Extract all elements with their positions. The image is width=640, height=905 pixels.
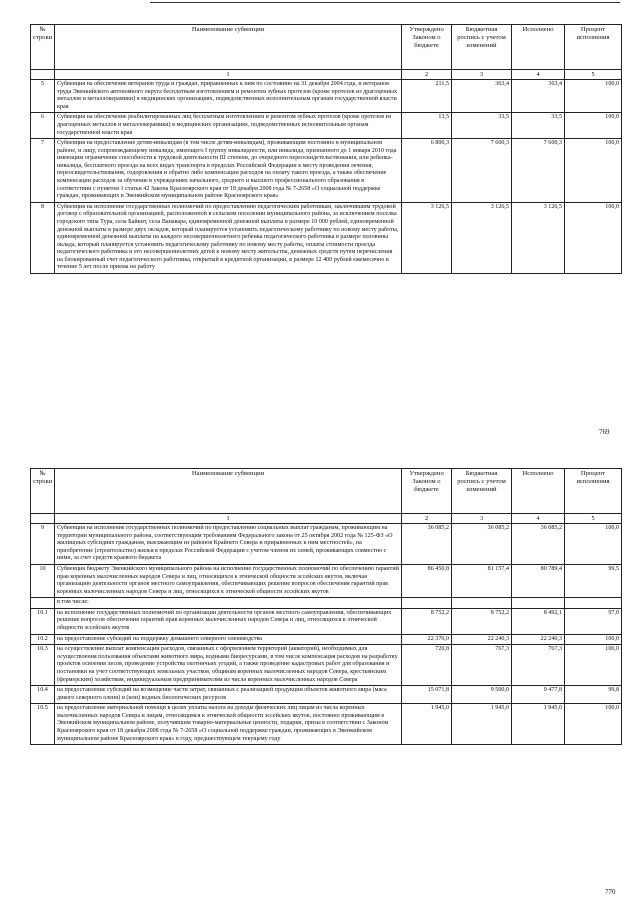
colnum-5: 5 xyxy=(565,514,622,524)
header-budget-schedule: Бюджетная роспись с учетом изменений xyxy=(452,469,512,514)
executed-value: 8 492,1 xyxy=(512,608,565,634)
subvention-name: на предоставление материальной помощи в целях уплаты налога на доходы физических лиц лицам из числа коренных малочисленных народов Севера и лицам, относящимся к этнической общности эссейских якутов, постоянно проживающим в Эвенкийском муниципальном районе, получившим товарно-материальные ценности, подарки, призы в соответствии с Законом Красноярского края от 18 декабря 2008 года № 7-2658 «О социальной поддержке граждан, проживающих в Эвенкийском муниципальном районе Красноярского края» в году, предшествующем текущему году xyxy=(55,704,402,745)
approved-value: 13,5 xyxy=(402,113,452,139)
budget-value: 22 240,3 xyxy=(452,634,512,645)
subvention-name: Субвенция на исполнение государственных полномочий по предоставлению педагогическим работникам, заключившим трудовой договор с образовательной организацией, расположенной в сельском поселении муниципального района, за исключением поселка городского типа Тура, села Байкит, села Ванавара, единовременной денежной выплаты в размере 10 000 рублей, единовременной денежной выплаты в размере двух окладов, который планируется установить педагогическому работнику по новому месту работы, единовременной денежной выплаты на каждого несовершеннолетнего ребенка педагогического работника в размере половины оклада, который планируется установить педагогическому работнику по новому месту работы, оплаты стоимости проезда педагогического работника и его несовершеннолетних детей к новому месту жительства, денежных средств путем перечисления на блокированный счет педагогического работника, открытый в кредитной организации, в размере 12 400 рублей ежемесячно в течение 5 лет после приема на работу xyxy=(55,202,402,273)
colnum-3: 3 xyxy=(452,514,512,524)
header-subvention-name: Наименование субвенции xyxy=(55,25,402,70)
subvention-name: в том числе: xyxy=(55,598,402,609)
subvention-name: Субвенция на обеспечение реабилитированных лиц бесплатным изготовлением и ремонтом зубных протезов (кроме протезов из драгоценных металлов и металлокерамики) в медицинских организациях, подведомственных исполнительным органам государственной власти края xyxy=(55,113,402,139)
table-row xyxy=(31,634,622,645)
budget-value: 7 600,3 xyxy=(452,139,512,203)
budget-value: 1 945,0 xyxy=(452,704,512,745)
table-row xyxy=(31,645,622,686)
table-row xyxy=(31,686,622,704)
subvention-table-page-769 xyxy=(30,24,622,274)
header-approved: Утверждено Законом о бюджете xyxy=(402,25,452,70)
percent-value: 100,0 xyxy=(565,645,622,686)
colnum-1: 1 xyxy=(55,70,402,80)
percent-value: 99,8 xyxy=(565,686,622,704)
table-row xyxy=(31,202,622,273)
executed-value: 80 789,4 xyxy=(512,565,565,598)
header-row-number: № строки xyxy=(31,469,55,514)
subvention-name: на предоставление субсидий на поддержку домашнего северного оленеводства xyxy=(55,634,402,645)
approved-value: 36 085,2 xyxy=(402,524,452,565)
row-number: 7 xyxy=(31,139,55,203)
budget-value: 8 752,2 xyxy=(452,608,512,634)
header-budget-schedule: Бюджетная роспись с учетом изменений xyxy=(452,25,512,70)
percent-value: 100,0 xyxy=(565,139,622,203)
header-executed: Исполнено xyxy=(512,469,565,514)
executed-value: 22 240,3 xyxy=(512,634,565,645)
budget-value: 36 085,2 xyxy=(452,524,512,565)
row-number: 5 xyxy=(31,80,55,113)
approved-value: 22 376,0 xyxy=(402,634,452,645)
table-row xyxy=(31,565,622,598)
row-number: 10.2 xyxy=(31,634,55,645)
page-number: 770 xyxy=(605,888,616,896)
approved-value: 15 071,8 xyxy=(402,686,452,704)
colnum-1: 1 xyxy=(55,514,402,524)
budget-value: 767,3 xyxy=(452,645,512,686)
row-number: 9 xyxy=(31,524,55,565)
executed-value: 363,4 xyxy=(512,80,565,113)
percent-value: 100,0 xyxy=(565,634,622,645)
percent-value: 100,0 xyxy=(565,524,622,565)
subvention-name: Субвенция на исполнение государственных полномочий по предоставлению социальных выплат гражданам, проживающим на территории муниципального района, соответствующим требованиям Федерального закона от 25 октября 2002 года № 125-ФЗ «О жилищных субсидиях гражданам, выезжающим из районов Крайнего Севера и приравненных к ним местностей», на приобретение (строительство) жилья в пределах Российской Федерации с учетом членов их семей, проживающих совместно с ними, за счет средств краевого бюджета xyxy=(55,524,402,565)
budget-value: 9 500,0 xyxy=(452,686,512,704)
approved-value: 86 450,8 xyxy=(402,565,452,598)
executed-value: 3 126,5 xyxy=(512,202,565,273)
row-number: 6 xyxy=(31,113,55,139)
colnum-blank xyxy=(31,70,55,80)
percent-value: 100,0 xyxy=(565,113,622,139)
row-number: 10.4 xyxy=(31,686,55,704)
row-number: 10.3 xyxy=(31,645,55,686)
percent-value: 100,0 xyxy=(565,80,622,113)
subvention-name: на исполнение государственных полномочий по организации деятельности органов местного самоуправления, обеспечивающих решение вопросов обеспечения гарантий прав коренных малочисленных народов Севера и лиц, относящихся к этнической общности эссейских якутов xyxy=(55,608,402,634)
approved-value: 211,5 xyxy=(402,80,452,113)
executed-value: 1 945,0 xyxy=(512,704,565,745)
budget-value: 81 157,4 xyxy=(452,565,512,598)
row-number: 8 xyxy=(31,202,55,273)
executed-value: 7 600,3 xyxy=(512,139,565,203)
subvention-name: на осуществление выплат компенсации расходов, связанных с оформлением территорий (акваторий), необходимых для осуществления пользования объектами животного мира, водными биоресурсами, в том числе компенсация расходов на разработку проектов освоения лесов, проведение устройства охотничьих угодий, а также проведение кадастровых работ для образования и постановки на учет соответствующих земельных участков, общинам коренных малочисленных народов Севера, крестьянским (фермерским) хозяйствам, индивидуальным предпринимателям из числа коренных малочисленных народов Севера xyxy=(55,645,402,686)
header-subvention-name: Наименование субвенции xyxy=(55,469,402,514)
approved-value: 720,8 xyxy=(402,645,452,686)
approved-value: 3 126,5 xyxy=(402,202,452,273)
table-row xyxy=(31,608,622,634)
subvention-table-page-770 xyxy=(30,468,622,745)
approved-value: 6 800,3 xyxy=(402,139,452,203)
executed-value xyxy=(512,598,565,609)
table-row xyxy=(31,704,622,745)
table-row xyxy=(31,524,622,565)
table-row xyxy=(31,80,622,113)
subvention-name: Субвенция на обеспечение ветеранов труда и граждан, приравненных к ним по состоянию на 31 декабря 2004 года, и ветеранов труда Эвенкийского автономного округа бесплатным изготовлением и ремонтом зубных протезов (кроме протезов из драгоценных металлов и металлокерамики) в медицинских организациях, подведомственных исполнительным органам государственной власти края xyxy=(55,80,402,113)
executed-value: 9 477,8 xyxy=(512,686,565,704)
colnum-4: 4 xyxy=(512,70,565,80)
row-number: 10.5 xyxy=(31,704,55,745)
colnum-blank xyxy=(31,514,55,524)
subvention-name: на предоставление субсидий на возмещение части затрат, связанных с реализацией продукции объектов животного мира (мяса дикого северного оленя) и (или) водных биологических ресурсов xyxy=(55,686,402,704)
page-number: 769 xyxy=(599,428,610,436)
header-percent: Процент исполнения xyxy=(565,469,622,514)
header-percent: Процент исполнения xyxy=(565,25,622,70)
approved-value: 8 752,2 xyxy=(402,608,452,634)
percent-value: 97,0 xyxy=(565,608,622,634)
header-row-number: № строки xyxy=(31,25,55,70)
percent-value: 100,0 xyxy=(565,202,622,273)
colnum-2: 2 xyxy=(402,514,452,524)
row-number: 10.1 xyxy=(31,608,55,634)
budget-value: 363,4 xyxy=(452,80,512,113)
approved-value: 1 945,0 xyxy=(402,704,452,745)
colnum-5: 5 xyxy=(565,70,622,80)
colnum-2: 2 xyxy=(402,70,452,80)
executed-value: 767,3 xyxy=(512,645,565,686)
colnum-3: 3 xyxy=(452,70,512,80)
table-row xyxy=(31,113,622,139)
header-executed: Исполнено xyxy=(512,25,565,70)
table-row xyxy=(31,598,622,609)
colnum-4: 4 xyxy=(512,514,565,524)
table-row xyxy=(31,139,622,203)
page-top-rule xyxy=(150,2,620,3)
header-approved: Утверждено Законом о бюджете xyxy=(402,469,452,514)
percent-value: 100,0 xyxy=(565,704,622,745)
subvention-name: Субвенция бюджету Эвенкийского муниципального района на исполнение государственных полномочий по обеспечению гарантий прав коренных малочисленных народов Севера и лиц, относящихся к этнической общности эссейских якутов, включая организацию деятельности органов местного самоуправления, обеспечивающих решение вопросов обеспечения гарантий прав коренных малочисленных народов Севера и лиц, относящихся к этнической общности эссейских якутов xyxy=(55,565,402,598)
budget-value: 3 126,5 xyxy=(452,202,512,273)
budget-value xyxy=(452,598,512,609)
row-number xyxy=(31,598,55,609)
subvention-name: Субвенция на предоставление детям-инвалидам (в том числе детям-инвалидам), проживающим постоянно в муниципальном районе, и лицу, сопровождающему инвалида, имеющего I группу инвалидности, или инвалида, признанного до 1 января 2010 года имеющим ограничение способности к трудовой деятельности III степени, до очередного переосвидетельствования, или ребенка-инвалида, бесплатного проезда на всех видах транспорта в пределах Российской Федерации к месту проведения лечения, переосвидетельствования, оздоровления и обратно либо компенсации расходов на оплату такого проезда, а также обеспечение компенсации расходов за обучение в учреждениях начального, среднего и высшего профессионального образования в соответствии с пунктом 1 статьи 42 Закона Красноярского края от 18 декабря 2008 года № 7-2658 «О социальной поддержке граждан, проживающих в Эвенкийском муниципальном районе Красноярского края» xyxy=(55,139,402,203)
approved-value xyxy=(402,598,452,609)
executed-value: 33,5 xyxy=(512,113,565,139)
executed-value: 36 085,2 xyxy=(512,524,565,565)
row-number: 10 xyxy=(31,565,55,598)
percent-value: 99,5 xyxy=(565,565,622,598)
percent-value xyxy=(565,598,622,609)
budget-value: 33,5 xyxy=(452,113,512,139)
